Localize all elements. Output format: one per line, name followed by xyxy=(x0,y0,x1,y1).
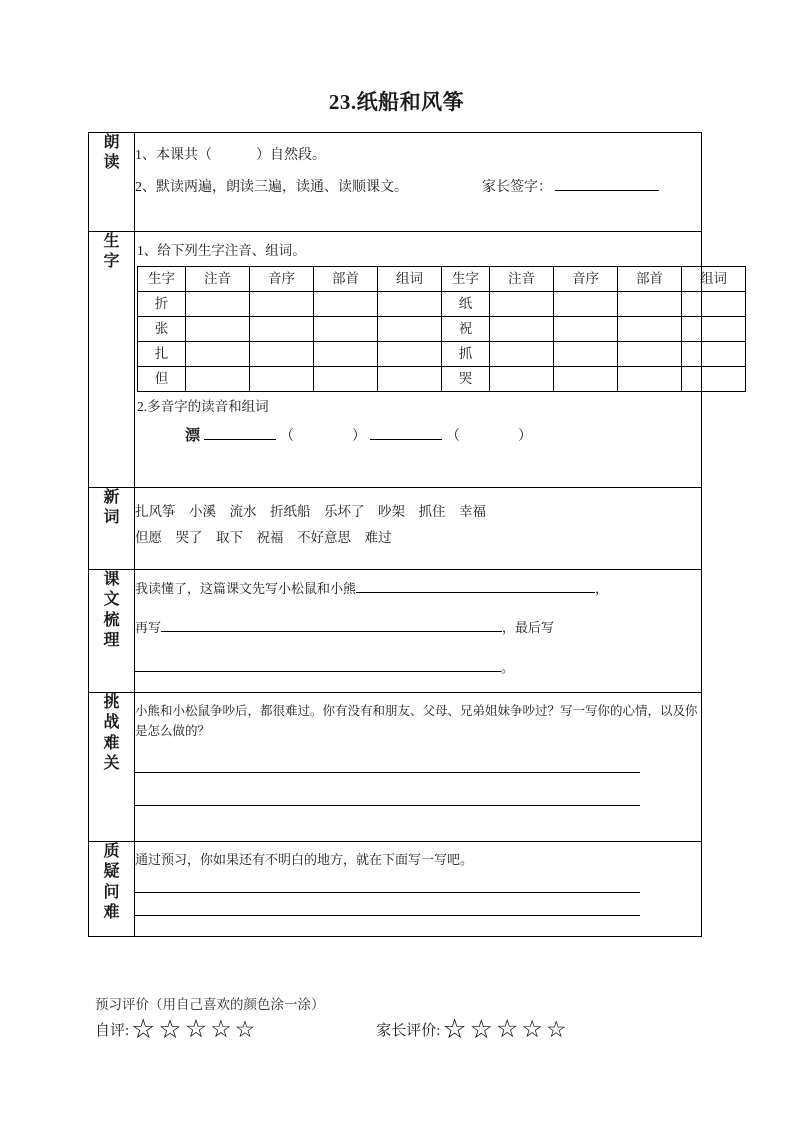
answer-cell[interactable] xyxy=(378,291,442,316)
outline-line-3-punct: 。 xyxy=(501,660,515,676)
column-header: 音序 xyxy=(554,266,618,291)
answer-cell[interactable] xyxy=(314,341,378,366)
outline-blank-1[interactable] xyxy=(356,581,595,593)
answer-cell[interactable] xyxy=(250,316,314,341)
paren-close: ） xyxy=(352,428,367,444)
polyphone-blank-2[interactable] xyxy=(370,427,442,440)
row-label-char: 挑 xyxy=(103,694,120,711)
parent-evaluation-label: 家长评价: xyxy=(376,1023,441,1039)
character-cell: 折 xyxy=(138,291,186,316)
character-cell: 抓 xyxy=(442,341,490,366)
star-icon[interactable]: ☆ xyxy=(234,1017,256,1042)
polyphone-character: 漂 xyxy=(185,427,201,444)
challenge-prompt: 小熊和小松鼠争吵后，都很难过。你有没有和朋友、父母、兄弟姐妹争吵过？写一写你的心情，以及你是怎么做的？ xyxy=(135,704,698,738)
self-evaluation-stars xyxy=(131,1016,258,1043)
questions-content xyxy=(135,842,702,937)
answer-cell[interactable] xyxy=(378,366,442,391)
page-title: 23.纸船和风筝 xyxy=(328,90,465,114)
reading-item-1 xyxy=(135,145,701,167)
questions-prompt: 通过预习，你如果还有不明白的地方，就在下面写一写吧。 xyxy=(135,852,474,867)
new-words-line-1: 扎风筝 小溪 流水 折纸船 乐坏了 吵架 抓住 幸福 xyxy=(135,504,486,519)
row-label-char: 战 xyxy=(103,714,120,732)
row-label-new-words xyxy=(89,488,135,570)
questions-answer-line-1[interactable] xyxy=(135,892,640,893)
row-label-char: 生 xyxy=(103,233,120,250)
character-cell: 祝 xyxy=(442,316,490,341)
challenge-answer-line-2[interactable] xyxy=(135,805,640,806)
row-label-text-outline xyxy=(89,570,135,693)
table-row-questions xyxy=(89,842,702,937)
reading-item-1-after: ）自然段。 xyxy=(256,148,326,163)
star-icon[interactable]: ☆ xyxy=(495,1016,519,1043)
answer-cell[interactable] xyxy=(682,366,746,391)
answer-cell[interactable] xyxy=(186,316,250,341)
answer-cell[interactable] xyxy=(554,341,618,366)
parent-signature-label: 家长签字： xyxy=(482,179,552,195)
questions-answer-line-2[interactable] xyxy=(135,915,640,916)
row-label-char: 难 xyxy=(103,904,120,922)
text-outline-content xyxy=(135,570,702,693)
star-icon[interactable]: ☆ xyxy=(442,1014,467,1044)
answer-cell[interactable] xyxy=(490,316,554,341)
answer-cell[interactable] xyxy=(682,291,746,316)
answer-cell[interactable] xyxy=(490,341,554,366)
row-label-char: 词 xyxy=(103,509,120,527)
self-evaluation-label: 自评: xyxy=(95,1023,130,1039)
star-icon[interactable]: ☆ xyxy=(131,1014,156,1044)
answer-cell[interactable] xyxy=(490,291,554,316)
row-label-char: 朗 xyxy=(103,134,120,151)
answer-cell[interactable] xyxy=(250,291,314,316)
character-practice-table xyxy=(137,266,746,392)
answer-cell[interactable] xyxy=(186,366,250,391)
outline-line-1-punct: ， xyxy=(595,581,609,596)
new-characters-question-1: 1、给下列生字注音、组词。 xyxy=(137,243,306,258)
row-label-char: 梳 xyxy=(103,611,120,629)
reading-item-2 xyxy=(135,177,701,199)
row-label-char: 读 xyxy=(103,154,120,172)
star-icon[interactable]: ☆ xyxy=(210,1016,232,1043)
answer-cell[interactable] xyxy=(314,366,378,391)
star-icon[interactable]: ☆ xyxy=(184,1016,208,1043)
answer-cell[interactable] xyxy=(554,291,618,316)
column-header: 生字 xyxy=(138,266,186,291)
column-header: 注音 xyxy=(186,266,250,291)
answer-cell[interactable] xyxy=(186,341,250,366)
table-row-new-characters xyxy=(89,232,702,488)
answer-cell[interactable] xyxy=(554,366,618,391)
answer-cell[interactable] xyxy=(314,316,378,341)
outline-line-2-tail: ，最后写 xyxy=(502,620,555,636)
table-row xyxy=(138,291,746,316)
polyphone-exercise xyxy=(185,425,701,448)
outline-line-1-text: 我读懂了，这篇课文先写小松鼠和小熊 xyxy=(135,581,357,596)
answer-cell[interactable] xyxy=(314,291,378,316)
character-cell: 扎 xyxy=(138,341,186,366)
row-label-reading xyxy=(89,133,135,232)
row-label-char: 关 xyxy=(103,755,120,773)
column-header: 音序 xyxy=(250,266,314,291)
challenge-content xyxy=(135,693,702,842)
reading-item-2-text: 2、默读两遍，朗读三遍，读通、读顺课文。 xyxy=(135,179,408,195)
answer-cell[interactable] xyxy=(682,316,746,341)
character-cell: 哭 xyxy=(442,366,490,391)
star-icon[interactable]: ☆ xyxy=(521,1016,543,1043)
answer-cell[interactable] xyxy=(554,316,618,341)
parent-signature xyxy=(482,177,659,199)
table-row-challenge xyxy=(89,693,702,842)
row-label-new-characters xyxy=(89,232,135,488)
challenge-answer-line-1[interactable] xyxy=(135,772,640,773)
new-characters-question-2: 2.多音字的读音和组词 xyxy=(137,398,269,414)
answer-cell[interactable] xyxy=(378,316,442,341)
row-label-char: 难 xyxy=(103,734,120,752)
paren-open: （ xyxy=(446,428,461,444)
self-evaluation xyxy=(95,1016,258,1043)
table-row xyxy=(138,366,746,391)
reading-content xyxy=(135,133,702,232)
paren-close: ） xyxy=(518,428,533,444)
answer-cell[interactable] xyxy=(490,366,554,391)
answer-cell[interactable] xyxy=(618,341,682,366)
outline-line-3 xyxy=(135,658,701,678)
new-words-line-2: 但愿 哭了 取下 祝福 不好意思 难过 xyxy=(135,530,392,546)
column-header: 注音 xyxy=(490,266,554,291)
row-label-challenge xyxy=(89,693,135,842)
reading-item-1-before: 1、本课共（ xyxy=(135,148,212,163)
parent-signature-blank[interactable] xyxy=(555,178,659,191)
outline-line-2 xyxy=(135,618,701,638)
row-label-char: 问 xyxy=(103,883,120,901)
answer-cell[interactable] xyxy=(618,316,682,341)
row-label-char: 质 xyxy=(103,843,120,860)
new-words-content xyxy=(135,488,702,570)
new-characters-content xyxy=(135,232,727,488)
table-row xyxy=(138,341,746,366)
row-label-questions xyxy=(89,842,135,937)
evaluation-section xyxy=(95,993,715,1043)
worksheet-table xyxy=(88,132,727,937)
evaluation-title: 预习评价（用自己喜欢的颜色涂一涂） xyxy=(95,997,325,1012)
table-row-reading xyxy=(89,133,702,232)
table-row xyxy=(138,316,746,341)
character-cell: 纸 xyxy=(442,291,490,316)
outline-line-2-text: 再写 xyxy=(135,620,162,636)
table-row-text-outline xyxy=(89,570,702,693)
outline-blank-3[interactable] xyxy=(135,660,501,672)
column-header: 部首 xyxy=(314,266,378,291)
polyphone-blank-1[interactable] xyxy=(204,427,276,440)
row-label-char: 课 xyxy=(103,571,120,588)
star-icon[interactable]: ☆ xyxy=(469,1014,493,1044)
character-cell: 张 xyxy=(138,316,186,341)
paren-open: （ xyxy=(280,428,295,444)
table-row-new-words xyxy=(89,488,702,570)
column-header: 组词 xyxy=(378,266,442,291)
answer-cell[interactable] xyxy=(618,366,682,391)
row-label-char: 文 xyxy=(103,591,120,609)
answer-cell[interactable] xyxy=(618,291,682,316)
star-icon[interactable]: ☆ xyxy=(545,1017,567,1042)
parent-evaluation xyxy=(376,1016,569,1043)
column-header: 生字 xyxy=(442,266,490,291)
row-label-char: 疑 xyxy=(103,863,120,881)
row-label-char: 字 xyxy=(103,253,120,271)
star-icon[interactable]: ☆ xyxy=(158,1014,182,1044)
character-cell: 但 xyxy=(138,366,186,391)
outline-line-1 xyxy=(135,579,701,599)
answer-cell[interactable] xyxy=(250,341,314,366)
answer-cell[interactable] xyxy=(682,341,746,366)
evaluation-rows xyxy=(95,1016,715,1043)
row-label-char: 理 xyxy=(103,632,120,650)
column-header: 部首 xyxy=(618,266,682,291)
answer-cell[interactable] xyxy=(250,366,314,391)
outline-blank-2[interactable] xyxy=(161,620,502,632)
answer-cell[interactable] xyxy=(186,291,250,316)
row-label-char: 新 xyxy=(103,489,120,506)
table-header-row xyxy=(138,266,746,291)
answer-cell[interactable] xyxy=(378,341,442,366)
parent-evaluation-stars xyxy=(442,1016,569,1043)
column-header: 组词 xyxy=(682,266,746,291)
